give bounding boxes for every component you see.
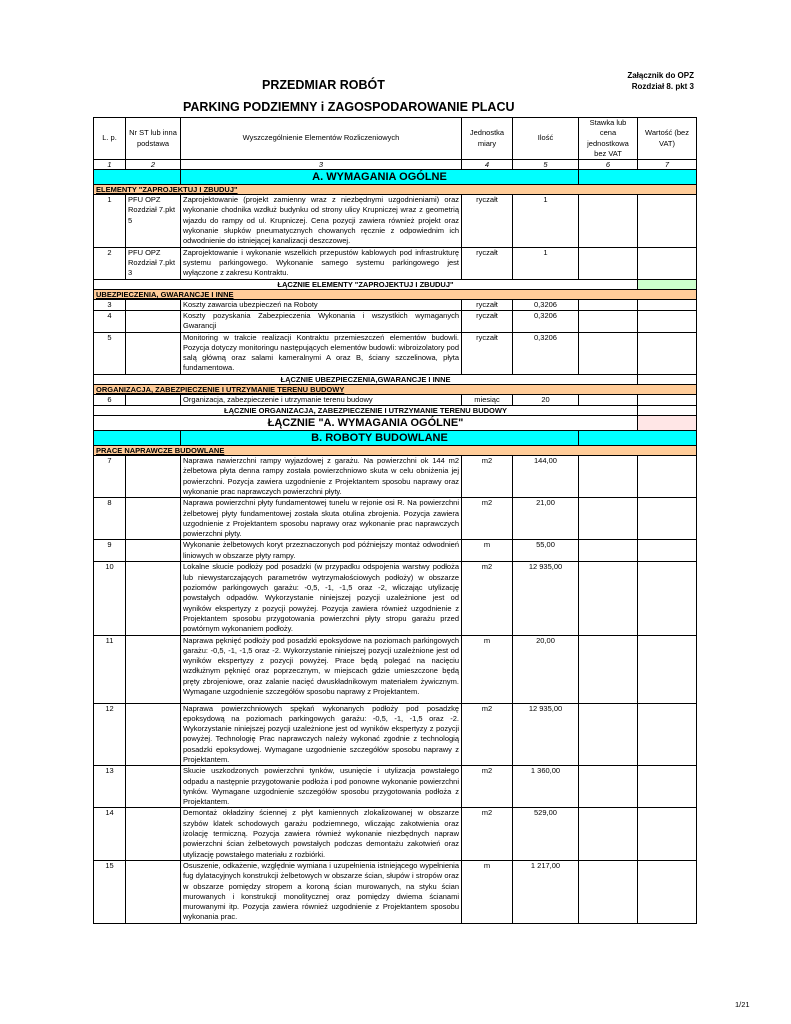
col-index: 7 (638, 160, 697, 170)
item-value (638, 562, 697, 635)
item-st (126, 703, 181, 766)
item-rate (579, 394, 638, 405)
item-quantity: 1 217,00 (513, 860, 579, 923)
item-quantity: 20 (513, 394, 579, 405)
total-row (94, 406, 697, 416)
item-description: Zaprojektowanie (projekt zamienny wraz z niezbędnymi uzgodnieniami) oraz wykonanie chodnika wzdłuż budynku od strony ulicy Krupniczej wraz z geometrią wjazdu do rampy od ul. Krupniczej. Cena pozycji zawiera również projekt oraz wykonanie słupków pneumatycznych chowanych ręcznie z odpowiednim ich odwodnienie do istniejącej kanalizacji deszczowej. (181, 195, 462, 247)
section-heading-row (94, 431, 697, 446)
total-value (638, 374, 697, 384)
item-quantity: 12 935,00 (513, 562, 579, 635)
table-header-row (94, 118, 697, 160)
col-rate-header: Stawka lub cena jednostkowa bez VAT (579, 118, 638, 160)
item-rate (579, 456, 638, 498)
item-value (638, 247, 697, 279)
page-number: 1/21 (735, 1000, 750, 1009)
item-quantity: 21,00 (513, 498, 579, 540)
item-lp: 4 (94, 310, 126, 332)
table-row (94, 456, 697, 498)
table-row (94, 703, 697, 766)
item-unit: ryczałt (462, 195, 513, 247)
item-lp: 10 (94, 562, 126, 635)
item-lp: 5 (94, 332, 126, 374)
item-value (638, 808, 697, 860)
total-label: ŁĄCZNIE ORGANIZACJA, ZABEZPIECZENIE I UTRZYMANIE TERENU BUDOWY (94, 406, 638, 416)
item-description: Organizacja, zabezpieczenie i utrzymanie terenu budowy (181, 394, 462, 405)
total-row (94, 279, 697, 289)
item-st (126, 456, 181, 498)
attachment-note: Załącznik do OPZ Rozdział 8. pkt 3 (627, 71, 694, 91)
item-unit: m2 (462, 808, 513, 860)
item-value (638, 498, 697, 540)
section-title: A. WYMAGANIA OGÓLNE (181, 170, 579, 185)
item-description: Naprawa powierzchni płyty fundamentowej tunelu w rejonie osi R. Na powierzchni żelbetowej płyty fundamentowej została skuta otulina zbrojenia. Pozycja zawiera uzgodnienie z Projektantem sposobu naprawy oraz wykonanie prac naprawczych powierzchni płyty. (181, 498, 462, 540)
section-title: B. ROBOTY BUDOWLANE (181, 431, 579, 446)
item-rate (579, 310, 638, 332)
item-st (126, 299, 181, 310)
item-description: Koszty zawarcia ubezpieczeń na Roboty (181, 299, 462, 310)
item-unit: ryczałt (462, 332, 513, 374)
group-title: PRACE NAPRAWCZE BUDOWLANE (94, 446, 697, 456)
item-st (126, 540, 181, 562)
item-quantity: 1 (513, 195, 579, 247)
item-description: Demontaż okładziny ściennej z płyt kamiennych zlokalizowanej w obszarze szybów klatek schodowych garażu podziemnego, wliczając zakotwienia oraz izolację termiczną. Pozycja zawiera również wykonanie niezbędnych napraw powierzchni ścian żelbetowych powstałych podczas demontażu zakotwień oraz utylizację powstałego materiału z rozbiórki. (181, 808, 462, 860)
item-description: Koszty pozyskania Zabezpieczenia Wykonania i wszystkich wymaganych Gwarancji (181, 310, 462, 332)
section-tail-cell (579, 170, 697, 185)
section-lead-cell (94, 431, 181, 446)
item-rate (579, 703, 638, 766)
item-lp: 14 (94, 808, 126, 860)
col-desc-header: Wyszczególnienie Elementów Rozliczeniowych (181, 118, 462, 160)
item-description: Lokalne skucie podłoży pod posadzki (w przypadku odspojenia warstwy podłoża lub niewystarczających parametrów wytrzymałościowych podłoży) w obszarze poziomów parkingowych garażu: -0,5, -1, -1,5 oraz -2, wliczając utylizację powstałych odpadów. Wykorzystanie niniejszej pozycji uzależnione jest od wyników ekspertyzy z pozycji powyżej. Pozycja zawiera również uzgodnienie z Projektantem sposobu przygotowania powierzchni płyty stropu garażu przed powtórnym wykonaniem podłoży. (181, 562, 462, 635)
item-quantity: 0,3206 (513, 299, 579, 310)
item-unit: m2 (462, 456, 513, 498)
item-rate (579, 498, 638, 540)
item-value (638, 332, 697, 374)
item-lp: 15 (94, 860, 126, 923)
total-row (94, 416, 697, 431)
page-subtitle: PARKING PODZIEMNY i ZAGOSPODAROWANIE PLACU (183, 100, 515, 114)
item-quantity: 529,00 (513, 808, 579, 860)
item-unit: m (462, 860, 513, 923)
item-value (638, 860, 697, 923)
item-lp: 9 (94, 540, 126, 562)
col-index: 4 (462, 160, 513, 170)
item-quantity: 55,00 (513, 540, 579, 562)
col-unit-header: Jednostka miary (462, 118, 513, 160)
table-row (94, 766, 697, 808)
item-st (126, 310, 181, 332)
item-unit: m2 (462, 766, 513, 808)
item-rate (579, 299, 638, 310)
item-value (638, 195, 697, 247)
item-unit: ryczałt (462, 247, 513, 279)
item-lp: 7 (94, 456, 126, 498)
total-label: ŁĄCZNIE "A. WYMAGANIA OGÓLNE" (94, 416, 638, 431)
item-quantity: 1 360,00 (513, 766, 579, 808)
item-st (126, 498, 181, 540)
item-st (126, 394, 181, 405)
item-description: Monitoring w trakcie realizacji Kontraktu przemieszczeń elementów budowli. Pozycja dotyczy monitoringu następujących elementów budowli: wibroizolatory pod salą główną oraz salami kameralnymi A oraz B, ściany szczelinowa, płyta fundamentowa. (181, 332, 462, 374)
item-lp: 11 (94, 635, 126, 703)
item-quantity: 20,00 (513, 635, 579, 703)
item-quantity: 12 935,00 (513, 703, 579, 766)
column-index-row (94, 160, 697, 170)
item-description: Wykonanie żelbetowych koryt przeznaczonych pod późniejszy montaż odwodnień liniowych w obszarze płyty rampy. (181, 540, 462, 562)
total-label: ŁĄCZNIE ELEMENTY "ZAPROJEKTUJ I ZBUDUJ" (94, 279, 638, 289)
col-index: 6 (579, 160, 638, 170)
section-heading-row (94, 170, 697, 185)
item-st (126, 808, 181, 860)
col-index: 1 (94, 160, 126, 170)
item-value (638, 540, 697, 562)
item-unit: m2 (462, 703, 513, 766)
item-unit: miesiąc (462, 394, 513, 405)
item-description: Skucie uszkodzonych powierzchni tynków, usunięcie i utylizacja powstałego odpadu a następnie przygotowanie podłoża i pod ponowne wykonanie powierzchni tynków. Wymagane uzgodnienie szczegółów sposobu przygotowania podłoża z Projektantem. (181, 766, 462, 808)
item-quantity: 0,3206 (513, 332, 579, 374)
item-lp: 6 (94, 394, 126, 405)
table-row (94, 394, 697, 405)
total-row (94, 374, 697, 384)
item-st: PFU OPZ Rozdział 7.pkt 5 (126, 195, 181, 247)
group-heading-row (94, 446, 697, 456)
section-tail-cell (579, 431, 697, 446)
group-title: ELEMENTY "ZAPROJEKTUJ I ZBUDUJ" (94, 185, 697, 195)
page-title: PRZEDMIAR ROBÓT (262, 78, 385, 92)
item-rate (579, 332, 638, 374)
item-description: Zaprojektowanie i wykonanie wszelkich przepustów kablowych pod infrastrukturę systemu parkingowego. Wykonanie samego systemu parkingowego jest wyłączone z zakresu Kontraktu. (181, 247, 462, 279)
item-description: Naprawa pęknięć podłoży pod posadzki epoksydowe na poziomach parkingowych garażu: -0,5, -1, -1,5 oraz -2. Wykorzystanie niniejszej pozycji uzależnione jest od wyników ekspertyzy z pozycji powyżej. Prace będą polegać na nacięciu wzdłużnym pęknięć oraz poprzecznym, w miejscach gdzie umieszczone będą pręty zbrojeniowe, oraz zalanie nacięć dwuskładnikowym materiałem żywicznym. Wymagane uzgodnienie szczegółów sposobu naprawy z Projektantem. (181, 635, 462, 703)
col-index: 5 (513, 160, 579, 170)
item-unit: m (462, 635, 513, 703)
col-st-header: Nr ST lub inna podstawa (126, 118, 181, 160)
item-unit: m2 (462, 498, 513, 540)
table-row (94, 540, 697, 562)
col-index: 2 (126, 160, 181, 170)
item-rate (579, 195, 638, 247)
item-st (126, 766, 181, 808)
table-row (94, 310, 697, 332)
item-lp: 13 (94, 766, 126, 808)
item-description: Osuszenie, odkażenie, względnie wymiana i uzupełnienia istniejącego wypełnienia fug dylatacyjnych konstrukcji żelbetowych w obszarze ścian, słupów i stropów oraz w obszarze pomiędzy stropem a koroną ścian murowanych, na styku ścian murowanych i konstrukcji monolitycznej oraz pomiędzy dwiema ścianami murowanymi itp. Pozycja zawiera również uzgodnienie z Projektantem sposobu wykonania prac. (181, 860, 462, 923)
item-value (638, 766, 697, 808)
item-st (126, 562, 181, 635)
item-quantity: 144,00 (513, 456, 579, 498)
table-row (94, 860, 697, 923)
group-title: ORGANIZACJA, ZABEZPIECZENIE I UTRZYMANIE TERENU BUDOWY (94, 384, 697, 394)
item-st (126, 332, 181, 374)
item-description: Naprawa nawierzchni rampy wyjazdowej z garażu. Na powierzchni ok 144 m2 żelbetowa płyta denna rampy została powierzchniowo skuta w celu obniżenia jej powierzchni. Pozycja zawiera uzgodnienie z Projektantem sposobu naprawy oraz wykonanie prac naprawczych powierzchni płyty. (181, 456, 462, 498)
item-unit: m2 (462, 562, 513, 635)
item-value (638, 635, 697, 703)
total-value (638, 279, 697, 289)
total-label: ŁĄCZNIE UBEZPIECZENIA,GWARANCJE I INNE (94, 374, 638, 384)
item-st: PFU OPZ Rozdział 7.pkt 3 (126, 247, 181, 279)
item-unit: m (462, 540, 513, 562)
item-rate (579, 247, 638, 279)
item-value (638, 299, 697, 310)
item-lp: 1 (94, 195, 126, 247)
item-value (638, 456, 697, 498)
table-row (94, 808, 697, 860)
item-lp: 2 (94, 247, 126, 279)
item-quantity: 0,3206 (513, 310, 579, 332)
item-rate (579, 540, 638, 562)
item-value (638, 394, 697, 405)
table-row (94, 635, 697, 703)
boq-table (93, 117, 697, 924)
item-rate (579, 562, 638, 635)
item-st (126, 860, 181, 923)
item-quantity: 1 (513, 247, 579, 279)
table-row (94, 332, 697, 374)
item-value (638, 703, 697, 766)
item-unit: ryczałt (462, 299, 513, 310)
group-heading-row (94, 185, 697, 195)
col-index: 3 (181, 160, 462, 170)
item-lp: 8 (94, 498, 126, 540)
col-qty-header: Ilość (513, 118, 579, 160)
table-row (94, 498, 697, 540)
item-description: Naprawa powierzchniowych spękań wykonanych podłoży pod posadzkę epoksydową na poziomach parkingowych garażu: -0,5, -1, -1,5 oraz -2. Wykorzystanie niniejszej pozycji uzależnione jest od wyników ekspertyzy z pozycji powyżej. Technologię Prac naprawczych należy wykonać zgodnie z technologią posadzki epoksydowej. Wymagane uzgodnienie szczegółów sposobu naprawy z Projektantem. (181, 703, 462, 766)
col-value-header: Wartość (bez VAT) (638, 118, 697, 160)
item-st (126, 635, 181, 703)
item-unit: ryczałt (462, 310, 513, 332)
table-row (94, 562, 697, 635)
section-lead-cell (94, 170, 181, 185)
item-lp: 12 (94, 703, 126, 766)
total-value (638, 416, 697, 431)
item-rate (579, 860, 638, 923)
item-value (638, 310, 697, 332)
col-lp-header: L. p. (94, 118, 126, 160)
item-lp: 3 (94, 299, 126, 310)
group-heading-row (94, 289, 697, 299)
item-rate (579, 766, 638, 808)
table-row (94, 195, 697, 247)
group-title: UBEZPIECZENIA, GWARANCJE I INNE (94, 289, 697, 299)
item-rate (579, 635, 638, 703)
total-value (638, 406, 697, 416)
item-rate (579, 808, 638, 860)
table-row (94, 247, 697, 279)
table-row (94, 299, 697, 310)
group-heading-row (94, 384, 697, 394)
